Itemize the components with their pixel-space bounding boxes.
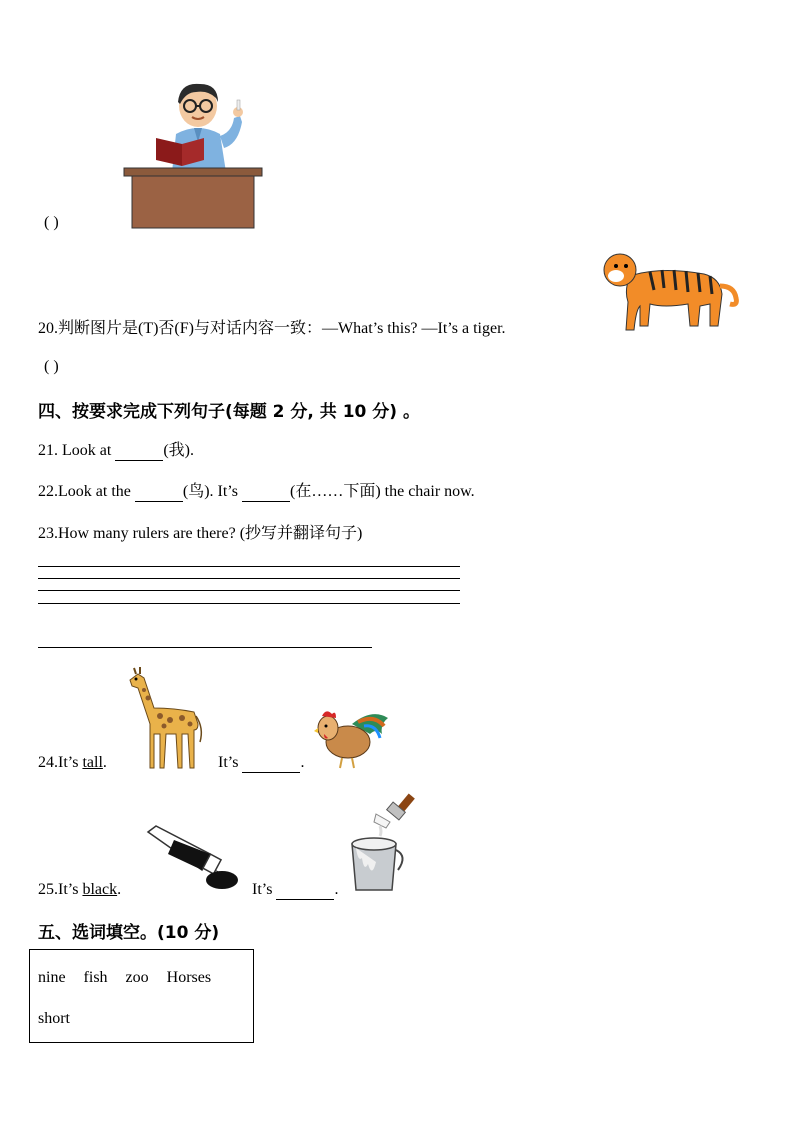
rooster-image <box>312 704 392 770</box>
q23-writing-line-1[interactable] <box>38 566 460 567</box>
word-bank-row-2 <box>38 1009 84 1029</box>
q23-translation-line[interactable] <box>38 647 372 648</box>
section5-heading: 五、选词填空。(10 分) <box>38 923 220 943</box>
section4-heading: 四、按要求完成下列句子(每题 2 分, 共 10 分) 。 <box>38 402 420 422</box>
q24-end: . <box>300 754 305 771</box>
word-bank-item: nine <box>38 969 66 986</box>
q22-blank-2[interactable] <box>242 485 290 502</box>
q25-given-word: black <box>82 881 118 898</box>
q23-writing-line-3[interactable] <box>38 590 460 591</box>
q24-given-word: tall <box>82 754 103 771</box>
word-bank-item: short <box>38 1010 70 1027</box>
q21-prefix: 21. Look at <box>38 442 112 459</box>
white-paint-bucket-image <box>346 792 428 894</box>
q25-blank[interactable] <box>276 883 334 900</box>
q25 <box>38 880 121 900</box>
word-bank-item: fish <box>83 969 108 986</box>
q24-prefix: 24.It’s <box>38 754 79 771</box>
q21 <box>38 441 194 461</box>
q22-prefix: 22.Look at the <box>38 483 131 500</box>
q23-writing-line-4[interactable] <box>38 603 460 604</box>
word-bank-item: zoo <box>125 969 149 986</box>
word-bank-row-1 <box>38 968 225 988</box>
q22-hint-1: (鸟). It’s <box>182 483 238 500</box>
q19-answer-paren: ( ) <box>44 214 59 231</box>
tiger-image <box>600 246 742 334</box>
q25-answer <box>252 880 338 900</box>
q23-writing-line-2[interactable] <box>38 578 460 579</box>
teacher-at-desk-image <box>120 82 266 230</box>
q21-hint: (我). <box>163 442 194 459</box>
q20-answer-paren: ( ) <box>44 358 59 375</box>
word-bank-box <box>29 949 254 1043</box>
q22-blank-1[interactable] <box>135 485 183 502</box>
q25-end: . <box>334 881 339 898</box>
q24-blank[interactable] <box>242 756 300 773</box>
q25-second-prefix: It’s <box>252 881 273 898</box>
q20-question: 20.判断图片是(T)否(F)与对话内容一致：—What’s this? —It’s a tiger. <box>38 320 506 337</box>
q25-dot: . <box>117 881 122 898</box>
q23-question: 23.How many rulers are there? (抄写并翻译句子) <box>38 525 363 542</box>
black-paint-tube-image <box>144 824 240 892</box>
q22-hint-2: (在……下面) the chair now. <box>289 483 475 500</box>
q25-prefix: 25.It’s <box>38 881 79 898</box>
q24-second-prefix: It’s <box>218 754 239 771</box>
q21-blank[interactable] <box>115 444 163 461</box>
giraffe-image <box>124 664 206 770</box>
q22 <box>38 482 475 502</box>
q24-answer <box>218 753 304 773</box>
q24 <box>38 753 107 773</box>
word-bank-item: Horses <box>166 969 212 986</box>
q24-dot: . <box>102 754 107 771</box>
